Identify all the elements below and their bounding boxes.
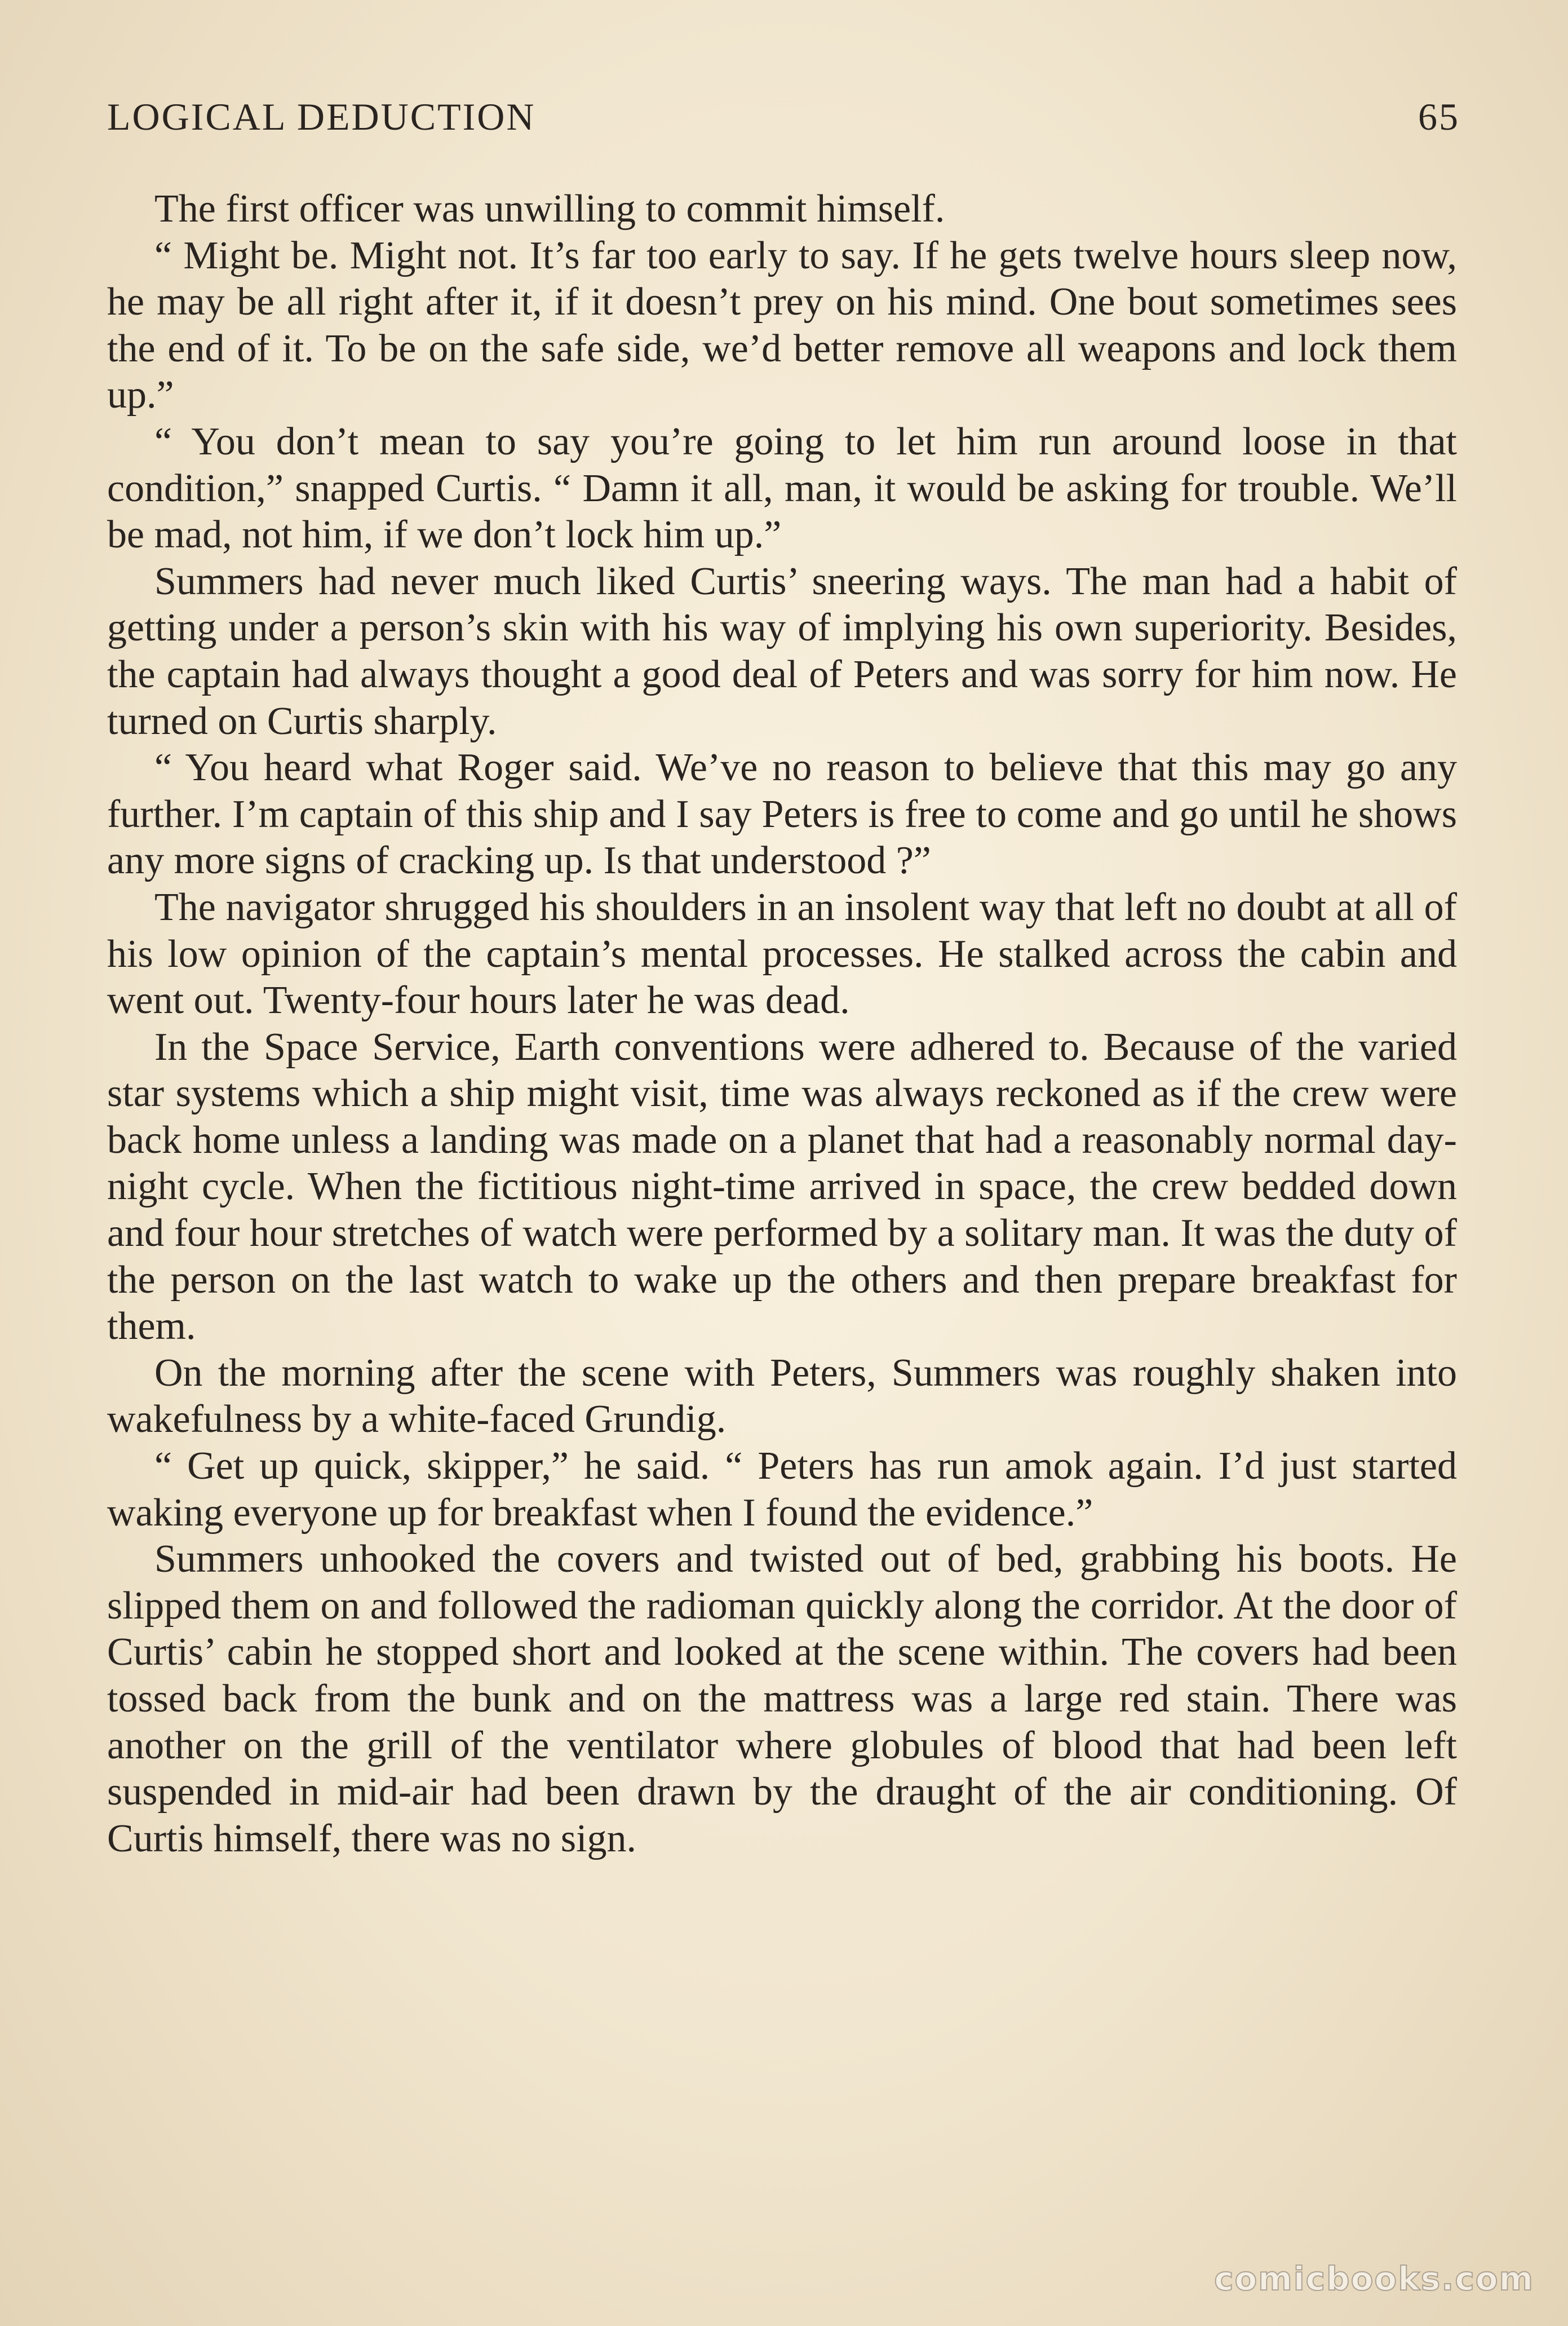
paragraph: In the Space Service, Earth conventions were adhered to. Because of the varied star systems which a ship might visit, time was always reckoned as if the crew were back home unless a landing was made on a planet that had a reasonably normal day-night cycle. When the fictitious night-time arrived in space, the crew bedded down and four hour stretches of watch were performed by a solitary man. It was the duty of the person on the last watch to wake up the others and then prepare breakfast for them. — [107, 1025, 1457, 1348]
paragraph: “ Might be. Might not. It’s far too early to say. If he gets twelve hours sleep now, he may be all right after it, if it doesn’t prey on his mind. One bout sometimes sees the end of it. To be on the safe side, we’d better remove all weapons and lock them up.” — [107, 233, 1457, 417]
paragraph: The first officer was unwilling to commit himself. — [154, 187, 945, 231]
body-text — [107, 186, 1457, 1862]
watermark: comicbooks.com — [1214, 2259, 1534, 2298]
paragraph: On the morning after the scene with Peters, Summers was roughly shaken into wakefulness by a white-faced Grundig. — [107, 1351, 1457, 1441]
paragraph: “ You don’t mean to say you’re going to let him run around loose in that condition,” snapped Curtis. “ Damn it all, man, it would be asking for trouble. We’ll be mad, not him, if we don’t lock him up.” — [107, 419, 1457, 557]
paragraph: “ You heard what Roger said. We’ve no reason to believe that this may go any further. I’m captain of this ship and I say Peters is free to come and go until he shows any more signs of cracking up. Is that understood ?” — [107, 746, 1457, 883]
chapter-title: LOGICAL DEDUCTION — [107, 95, 536, 138]
running-head — [107, 95, 1460, 151]
paragraph: “ Get up quick, skipper,” he said. “ Peters has run amok again. I’d just started waking everyone up for breakfast when I found the evidence.” — [107, 1444, 1457, 1535]
paragraph: Summers had never much liked Curtis’ sneering ways. The man had a habit of getting under a person’s skin with his way of implying his own superiority. Besides, the captain had always thought a good deal of Peters and was sorry for him now. He turned on Curtis sharply. — [107, 559, 1457, 743]
paragraph: The navigator shrugged his shoulders in an insolent way that left no doubt at all of his low opinion of the captain’s mental processes. He stalked across the cabin and went out. Twenty-four hours later he was dead. — [107, 885, 1457, 1023]
page-number: 65 — [1418, 95, 1460, 138]
paragraph: Summers unhooked the covers and twisted out of bed, grabbing his boots. He slipped them on and followed the radioman quickly along the corridor. At the door of Curtis’ cabin he stopped short and looked at the scene within. The covers had been tossed back from the bunk and on the mattress was a large red stain. There was another on the grill of the ventilator where globules of blood that had been left suspended in mid-air had been drawn by the draught of the air conditioning. Of Curtis himself, there was no sign. — [107, 1537, 1457, 1860]
